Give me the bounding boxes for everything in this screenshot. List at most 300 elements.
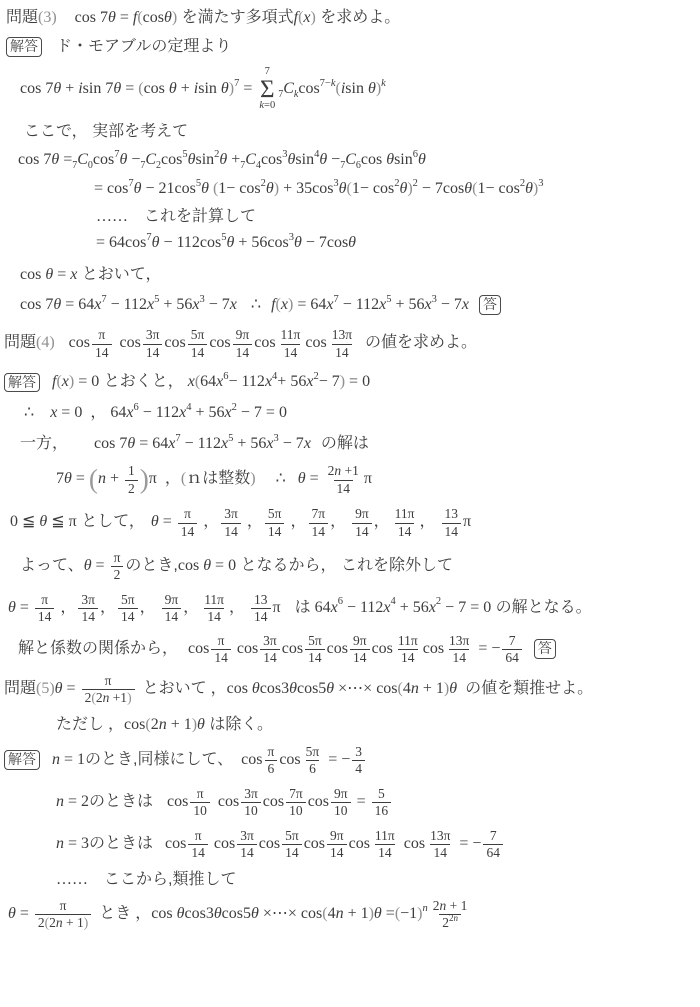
fraction bbox=[372, 828, 398, 861]
spacer bbox=[261, 308, 271, 309]
math-variable: θ bbox=[168, 80, 177, 98]
math-text: π bbox=[272, 598, 281, 616]
numerator bbox=[241, 786, 261, 802]
numerator bbox=[125, 463, 138, 479]
paren: ( bbox=[145, 715, 151, 733]
math-variable: θ bbox=[220, 80, 229, 98]
math-text: + bbox=[105, 470, 123, 488]
math-text: 3π bbox=[224, 506, 238, 522]
math-variable: x bbox=[303, 435, 311, 453]
math-text: cos bbox=[376, 679, 398, 697]
math-text: 4 bbox=[186, 402, 192, 414]
superscript bbox=[423, 903, 428, 914]
text: の値を類推せよ。 bbox=[465, 679, 594, 697]
math-text: + bbox=[227, 150, 241, 168]
math-text: 2 bbox=[260, 177, 266, 189]
math-text: − 112 bbox=[138, 404, 180, 422]
math-text: 6 bbox=[355, 160, 361, 172]
math-text: ， bbox=[330, 513, 351, 531]
math-text: 2 bbox=[37, 915, 45, 931]
math-text: = bbox=[15, 904, 33, 922]
math-text: cos bbox=[124, 715, 146, 733]
math-text: cos bbox=[167, 792, 189, 810]
math-text: 2 bbox=[231, 402, 237, 414]
math-variable: x bbox=[179, 404, 187, 422]
math-text: 9π bbox=[330, 827, 344, 843]
denominator bbox=[395, 523, 415, 540]
math-text: ×⋯× bbox=[258, 904, 301, 922]
math-variable: θ bbox=[338, 179, 347, 197]
fraction bbox=[78, 592, 98, 625]
superscript bbox=[314, 149, 319, 160]
math-text: cos bbox=[279, 750, 301, 768]
math-variable: x bbox=[147, 295, 155, 313]
fraction bbox=[237, 828, 257, 861]
math-text: 2 bbox=[394, 177, 400, 189]
numerator bbox=[38, 592, 51, 608]
math-text: 7 bbox=[333, 293, 339, 305]
denominator bbox=[78, 608, 98, 625]
math-variable: x bbox=[224, 404, 232, 422]
text: は bbox=[294, 598, 311, 616]
math-text: 14 bbox=[81, 609, 95, 625]
math-text: + 35cos bbox=[279, 179, 334, 197]
math-variable: θ bbox=[83, 556, 92, 574]
math-text: 2 bbox=[442, 915, 449, 931]
math-variable: θ bbox=[150, 513, 159, 531]
math-text: 14 bbox=[444, 523, 459, 539]
math-text: 2 bbox=[127, 480, 135, 496]
math-variable: θ bbox=[265, 179, 274, 197]
numerator bbox=[111, 550, 124, 566]
math-variable: x bbox=[264, 373, 273, 391]
math-text: 3π bbox=[263, 632, 277, 648]
text: のとき, bbox=[125, 556, 178, 574]
math-variable: θ bbox=[164, 9, 172, 26]
math-text: 14 bbox=[37, 609, 52, 625]
math-text: 14 bbox=[335, 344, 349, 360]
math-text: cos bbox=[307, 792, 330, 810]
denominator bbox=[331, 802, 351, 819]
math-text: cos bbox=[213, 834, 236, 852]
math-variable: θ bbox=[293, 233, 302, 251]
math-variable: θ bbox=[53, 80, 62, 98]
math-text: 3 bbox=[273, 433, 279, 445]
math-text: cos3 bbox=[259, 679, 290, 697]
paren: ) bbox=[228, 80, 235, 98]
fraction bbox=[241, 786, 261, 819]
math-text: 11π bbox=[394, 506, 415, 522]
math-text: 9π bbox=[334, 785, 348, 801]
math-variable: θ bbox=[119, 150, 128, 168]
math-text: = bbox=[91, 556, 109, 574]
numerator bbox=[352, 744, 365, 760]
math-variable: θ bbox=[203, 556, 212, 574]
math-text: cos 7 bbox=[20, 80, 54, 98]
math-text: 10 bbox=[244, 803, 258, 819]
math-text: 7 bbox=[114, 148, 120, 160]
math-text: = bbox=[53, 265, 71, 283]
math-text: = 0 bbox=[345, 373, 371, 391]
superscript bbox=[182, 149, 187, 160]
math-variable: x bbox=[61, 373, 69, 391]
fraction bbox=[125, 463, 138, 496]
fraction bbox=[286, 786, 306, 819]
math-text: − 112 bbox=[180, 435, 222, 453]
math-text: 7 bbox=[234, 77, 240, 89]
denominator bbox=[162, 608, 182, 625]
math-text: cos bbox=[142, 9, 164, 26]
fraction bbox=[372, 786, 392, 819]
text: よって、 bbox=[20, 556, 84, 574]
math-variable: n bbox=[52, 750, 60, 768]
math-variable: i bbox=[193, 80, 199, 98]
math-text: + 56cos bbox=[234, 233, 289, 251]
paren: ) bbox=[191, 715, 198, 733]
superscript bbox=[228, 433, 233, 444]
math-text: 3π bbox=[145, 327, 160, 343]
superscript bbox=[154, 294, 159, 305]
denominator bbox=[483, 844, 503, 861]
math-text: 7 bbox=[56, 470, 64, 488]
denominator bbox=[352, 760, 365, 777]
math-variable: n bbox=[55, 915, 63, 931]
math-text: π bbox=[196, 785, 204, 801]
spacer bbox=[457, 692, 465, 693]
math-variable: θ bbox=[367, 80, 376, 98]
text: とおいて， bbox=[77, 265, 162, 283]
math-variable: C bbox=[283, 80, 294, 98]
superscript bbox=[200, 294, 205, 305]
math-text: = bbox=[115, 9, 133, 26]
math-text: cos 7 bbox=[18, 150, 52, 168]
math-text: 4 bbox=[355, 761, 363, 777]
spacer bbox=[233, 763, 241, 764]
spacer bbox=[153, 847, 165, 848]
math-text: − 7 bbox=[436, 295, 462, 313]
superscript bbox=[274, 433, 279, 444]
denominator bbox=[92, 344, 112, 361]
numerator bbox=[487, 828, 500, 844]
answer-label: 解答 bbox=[4, 750, 40, 770]
numerator bbox=[303, 744, 323, 760]
math-text: +1 bbox=[109, 690, 128, 706]
math-text: = bbox=[239, 80, 257, 98]
math-text: π bbox=[184, 506, 191, 522]
spacer bbox=[57, 21, 75, 22]
math-text: 14 bbox=[378, 845, 392, 861]
math-text: 7 bbox=[240, 160, 246, 172]
math-text: 14 bbox=[121, 609, 135, 625]
spacer bbox=[286, 483, 298, 484]
math-text: + 1 bbox=[62, 915, 84, 931]
fraction bbox=[442, 506, 462, 539]
math-variable: θ bbox=[176, 904, 185, 922]
problem5-exclusion-line bbox=[56, 715, 696, 735]
math-text: cos bbox=[20, 265, 46, 283]
math-variable: x bbox=[428, 598, 436, 616]
answer5-case-n2-line bbox=[56, 786, 696, 819]
fraction bbox=[329, 327, 355, 360]
math-variable: θ bbox=[8, 904, 16, 922]
math-text: = bbox=[71, 470, 89, 488]
math-text: sin bbox=[195, 150, 215, 168]
paren: (4) bbox=[36, 334, 55, 352]
text: として， bbox=[76, 513, 145, 531]
math-text: …… bbox=[96, 207, 128, 225]
cos7-solution-note-line bbox=[20, 434, 696, 454]
vieta-product-answer-line bbox=[18, 633, 696, 666]
math-text: 1− cos bbox=[218, 179, 261, 197]
fraction bbox=[305, 633, 325, 666]
fraction bbox=[392, 506, 418, 539]
math-text: cos3 bbox=[184, 904, 214, 922]
big-paren: ( bbox=[88, 464, 98, 495]
math-text: 14 bbox=[224, 523, 238, 539]
math-text: 2 bbox=[313, 370, 319, 382]
math-text: =0 bbox=[264, 100, 276, 112]
superscript bbox=[186, 402, 191, 413]
superscript bbox=[234, 78, 239, 89]
paren: (5) bbox=[36, 679, 55, 697]
paren: ( bbox=[91, 690, 96, 706]
text: の解となる。 bbox=[491, 598, 592, 616]
denominator bbox=[125, 480, 138, 497]
superscript bbox=[338, 596, 343, 607]
math-text: 2 bbox=[412, 177, 418, 189]
math-text: ×⋯× bbox=[334, 679, 377, 697]
math-text: 13 bbox=[444, 506, 459, 522]
math-text: 14 bbox=[164, 609, 179, 625]
spacer bbox=[256, 483, 276, 484]
denominator bbox=[35, 914, 91, 931]
superscript bbox=[272, 371, 277, 382]
superscript bbox=[413, 178, 418, 189]
math-variable: θ bbox=[201, 179, 209, 197]
fraction bbox=[308, 506, 328, 539]
paren: ( bbox=[194, 373, 201, 391]
math-text: 5 bbox=[378, 785, 385, 801]
math-text: + 1 bbox=[343, 904, 369, 922]
math-text: π bbox=[113, 549, 121, 565]
math-text: 14 bbox=[235, 344, 250, 360]
fraction bbox=[427, 828, 453, 861]
numerator bbox=[395, 633, 421, 649]
math-text: 11π bbox=[397, 632, 418, 648]
math-variable: θ bbox=[39, 513, 48, 531]
math-text: + 56 bbox=[395, 598, 429, 616]
math-variable: x bbox=[94, 295, 102, 313]
numerator bbox=[446, 633, 472, 649]
fraction bbox=[82, 673, 135, 706]
math-text: ， bbox=[164, 470, 181, 488]
numerator bbox=[392, 506, 418, 522]
math-text: 14 bbox=[433, 845, 447, 861]
math-text: 7 bbox=[72, 160, 78, 172]
paren: ( bbox=[397, 679, 403, 697]
math-text: 14 bbox=[180, 523, 195, 539]
math-text: 4 bbox=[314, 148, 320, 160]
math-text: 13 bbox=[254, 591, 268, 607]
superscript bbox=[175, 433, 180, 444]
numerator bbox=[192, 828, 205, 844]
spacer bbox=[237, 308, 251, 309]
paren: ( bbox=[138, 80, 144, 98]
text: 解と係数の関係から， bbox=[18, 639, 179, 657]
numerator bbox=[427, 828, 453, 844]
superscript bbox=[196, 178, 201, 189]
text: これを計算して bbox=[144, 207, 257, 225]
math-text: 3π bbox=[81, 591, 95, 607]
math-text: + 1 bbox=[418, 679, 444, 697]
denominator bbox=[309, 523, 329, 540]
math-text: − bbox=[127, 150, 141, 168]
spacer bbox=[128, 220, 144, 221]
cos7-simplified-line bbox=[96, 233, 696, 253]
math-text: cos bbox=[164, 334, 186, 352]
paren: ) bbox=[339, 373, 346, 391]
superscript bbox=[128, 178, 133, 189]
math-text: − 7cos bbox=[301, 233, 349, 251]
math-text: − 7cos bbox=[417, 179, 465, 197]
math-variable: θ bbox=[133, 179, 142, 197]
math-text: 3 bbox=[538, 177, 544, 189]
math-variable: x bbox=[326, 295, 334, 313]
math-text: ， bbox=[229, 598, 250, 616]
denominator bbox=[190, 802, 210, 819]
superscript bbox=[432, 294, 437, 305]
math-variable: n bbox=[56, 834, 64, 852]
math-text: 2 bbox=[214, 148, 220, 160]
math-text: = 64cos bbox=[96, 233, 147, 251]
math-text: cos bbox=[188, 639, 210, 657]
superscript bbox=[289, 232, 294, 243]
superscript bbox=[232, 402, 237, 413]
math-text: 14 bbox=[95, 344, 109, 360]
spacer bbox=[55, 346, 69, 347]
text: ここで， 実部を考えて bbox=[24, 122, 189, 140]
denominator bbox=[286, 802, 306, 819]
math-text: cos bbox=[371, 639, 393, 657]
math-text: − 21cos bbox=[141, 179, 196, 197]
math-variable: k bbox=[293, 89, 299, 101]
math-text: 5π bbox=[305, 743, 320, 759]
math-variable: θ bbox=[251, 679, 260, 697]
superscript bbox=[101, 294, 106, 305]
math-variable: θ bbox=[348, 233, 357, 251]
math-variable: x bbox=[70, 265, 78, 283]
math-text: 7π bbox=[311, 506, 326, 522]
math-text: 5π bbox=[308, 632, 322, 648]
paren: ( bbox=[346, 179, 352, 197]
fraction bbox=[143, 327, 163, 360]
text: 問題 bbox=[4, 334, 37, 352]
math-variable: f bbox=[271, 295, 276, 313]
math-text: 14 bbox=[311, 523, 326, 539]
math-variable: n bbox=[158, 715, 167, 733]
fraction bbox=[327, 828, 347, 861]
answer-label: 解答 bbox=[6, 37, 42, 57]
math-text: cos bbox=[92, 150, 115, 168]
math-variable: x bbox=[379, 295, 387, 313]
de-moivre-expansion-line bbox=[20, 67, 696, 112]
paren: ) bbox=[171, 9, 178, 26]
denominator bbox=[449, 649, 469, 666]
numerator bbox=[442, 506, 462, 522]
math-text: 14 bbox=[336, 480, 351, 496]
fraction bbox=[303, 744, 323, 777]
math-text: 14 bbox=[240, 845, 254, 861]
math-text: 5π bbox=[190, 327, 205, 343]
sum-lower-limit bbox=[259, 101, 275, 112]
numerator bbox=[181, 506, 194, 522]
math-text: ， bbox=[242, 513, 263, 531]
denominator bbox=[82, 689, 135, 706]
math-text: 3π bbox=[244, 785, 258, 801]
denominator bbox=[430, 844, 450, 861]
theta-general-solution-line bbox=[56, 463, 696, 496]
math-text: 3 bbox=[333, 177, 339, 189]
math-text: 7 bbox=[128, 177, 134, 189]
math-text: ， bbox=[104, 715, 125, 733]
math-text: − 7 = 0 bbox=[441, 598, 492, 616]
math-text: 14 bbox=[283, 344, 298, 360]
spacer bbox=[357, 346, 365, 347]
math-text: ， bbox=[99, 598, 116, 616]
math-variable: θ bbox=[213, 904, 222, 922]
fraction bbox=[233, 327, 253, 360]
paren: (3) bbox=[38, 9, 57, 26]
denominator bbox=[251, 608, 271, 625]
math-text: 64 bbox=[310, 598, 331, 616]
text: とき bbox=[99, 904, 132, 922]
math-text: + bbox=[176, 80, 194, 98]
text: の値を求めよ。 bbox=[365, 334, 478, 352]
text: の解は bbox=[320, 435, 369, 453]
paren: ) bbox=[443, 679, 450, 697]
numerator bbox=[143, 327, 163, 343]
math-text: 2 bbox=[435, 596, 442, 608]
big-paren: ) bbox=[139, 464, 149, 495]
text: となるから， これを除外して bbox=[236, 556, 453, 574]
math-text: 2 bbox=[49, 915, 56, 931]
math-text: 7 bbox=[140, 160, 146, 172]
math-text: = bbox=[158, 513, 176, 531]
math-variable: θ bbox=[113, 80, 122, 98]
math-variable: x bbox=[306, 373, 314, 391]
superscript bbox=[261, 178, 266, 189]
numerator bbox=[265, 506, 285, 522]
substitution-note-line bbox=[20, 265, 696, 285]
text: を満たす多項式 bbox=[177, 9, 294, 26]
math-variable: x bbox=[192, 295, 200, 313]
fraction bbox=[282, 828, 302, 861]
math-variable: θ bbox=[399, 179, 408, 197]
denominator bbox=[260, 649, 280, 666]
fraction bbox=[278, 327, 304, 360]
math-text: ， bbox=[56, 598, 77, 616]
math-text: 1 bbox=[127, 463, 135, 479]
math-text: π bbox=[148, 470, 157, 488]
fraction bbox=[35, 592, 55, 625]
math-text: ， bbox=[199, 513, 220, 531]
math-variable: n bbox=[335, 904, 344, 922]
numerator bbox=[325, 463, 362, 479]
math-text: 11π bbox=[280, 327, 301, 343]
math-text: 7 bbox=[264, 66, 270, 78]
numerator bbox=[331, 786, 351, 802]
fraction bbox=[395, 633, 421, 666]
